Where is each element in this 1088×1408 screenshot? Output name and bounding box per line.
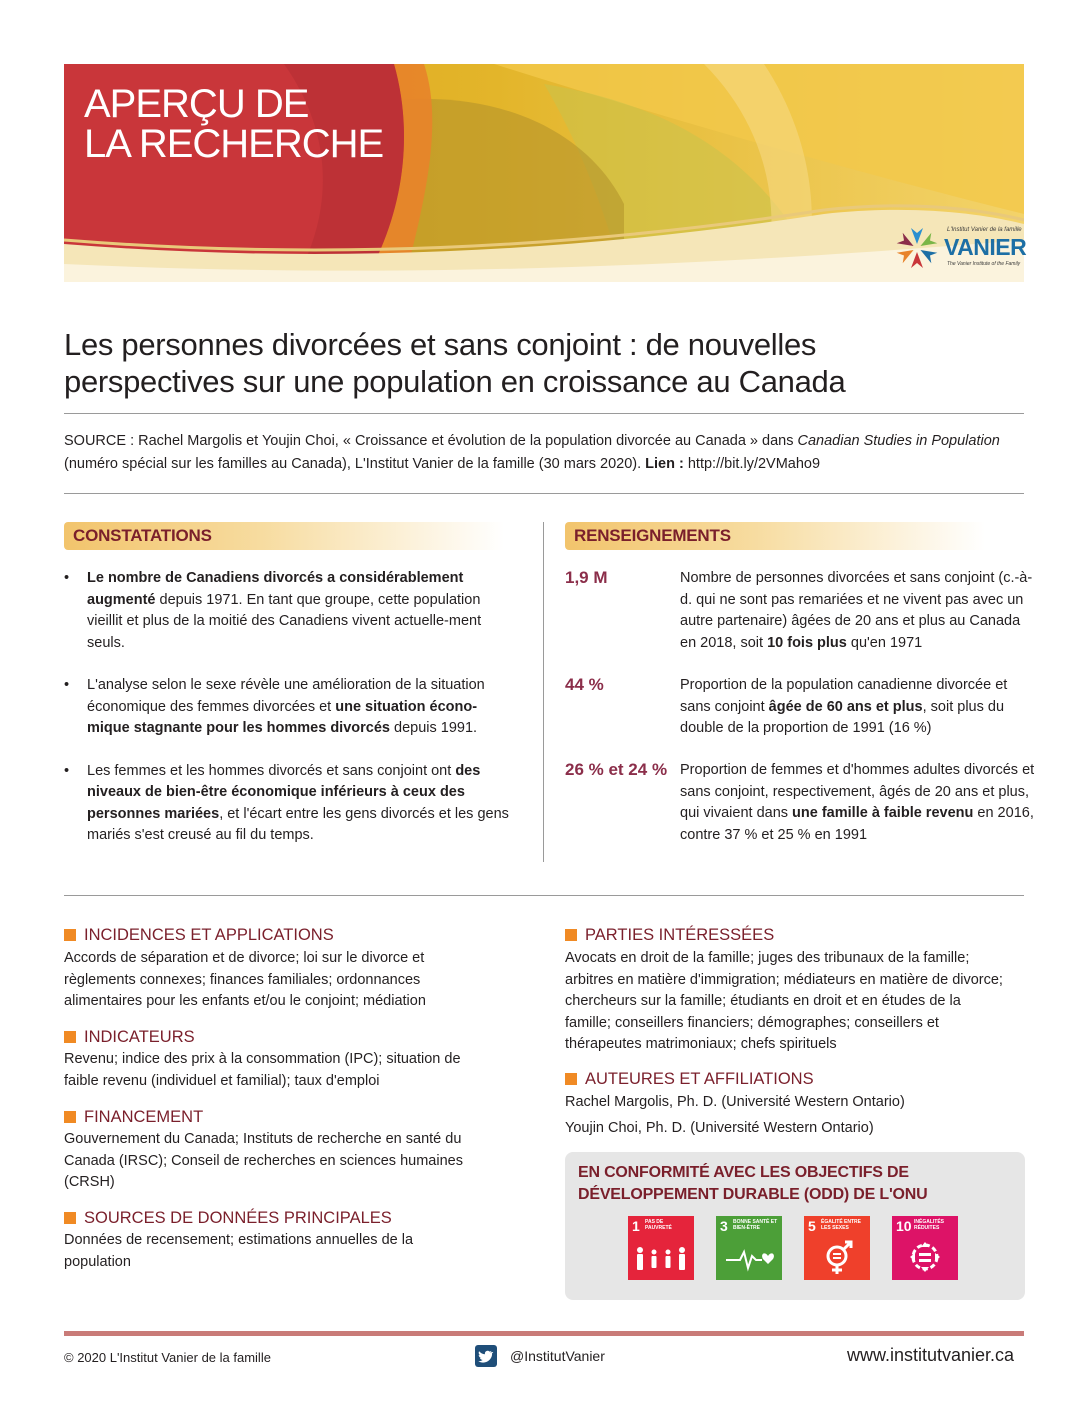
sdg-title-line2: DÉVELOPPEMENT DURABLE (ODD) DE L'ONU (578, 1186, 928, 1203)
banner-title-line1: APERÇU DE (84, 82, 309, 126)
twitter-bird-icon (475, 1345, 497, 1367)
stat-description (680, 568, 1035, 654)
bullet-square-icon (64, 1111, 76, 1123)
logo-name: VANIER (944, 234, 1027, 260)
finding-text: , et l'écart entre les gens divorcés et les gens mariés s'est creusé au fil du temps. (87, 805, 509, 843)
stat-description (680, 675, 1035, 740)
section-text-financement: Gouvernement du Canada; Instituts de recherche en santé du Canada (IRSC); Conseil de recherches en sciences humaines (CRSH) (64, 1131, 463, 1190)
banner-title (84, 84, 383, 164)
divider (64, 413, 1024, 414)
twitter-icon[interactable] (475, 1345, 497, 1367)
stat-text: qu'en 1971 (846, 634, 923, 651)
logo-institute-fr: L'Institut Vanier de la famille (947, 227, 1022, 233)
stat-emphasis: une famille à faible revenu (792, 805, 974, 821)
section-text-sources: Données de recensement; estimations annuelles de la population (64, 1232, 414, 1270)
header-banner (64, 64, 1027, 282)
sdg-label: ÉGALITÉ ENTRE LES SEXES (821, 1219, 862, 1231)
bullet-square-icon (64, 1031, 76, 1043)
stat-text: Nombre de personnes divorcées et sans conjoint (c.-à-d. qui ne sont pas remariées et ne vivent pas avec un autre partenaire) âgées de 20 ans et plus au Canada en 2018, soit (680, 570, 1033, 651)
finding-text: depuis 1991. (389, 720, 478, 736)
finding-emphasis: une situation écono-mique stagnante pour les hommes divorcés (87, 698, 478, 736)
list-item (64, 761, 514, 847)
sdg-goal-3 (716, 1216, 782, 1280)
sdg-title-line1: EN CONFORMITÉ AVEC LES OBJECTIFS DE (578, 1164, 909, 1181)
section-heading-parties (565, 926, 774, 945)
section-heading-renseignements: RENSEIGNEMENTS (565, 522, 985, 550)
stat-value: 44 % (565, 675, 604, 694)
source-citation (64, 430, 1024, 476)
finding-text: depuis 1971. En tant que groupe, cette population vieillit et plus de la moitié des Canadiens vivent actuelle-ment seuls. (87, 591, 482, 651)
sdg-number: 10 (896, 1218, 912, 1234)
section-heading-label: INCIDENCES ET APPLICATIONS (84, 926, 334, 944)
sdg-label: INÉGALITÉS RÉDUITES (914, 1219, 945, 1231)
section-heading-incidences (64, 926, 334, 945)
section-text-incidences: Accords de séparation et de divorce; loi sur le divorce et règlements connexes; finances familiales; ordonnances alimentaires pour les enfants et/ou le conjoint; médiation (64, 950, 426, 1009)
footer-bar (64, 1331, 1024, 1336)
section-heading-indicateurs (64, 1028, 195, 1047)
divider (64, 493, 1024, 494)
stat-text: en 2016, contre 37 % et 25 % en 1991 (680, 805, 1034, 843)
section-heading-label: AUTEURES ET AFFILIATIONS (585, 1070, 814, 1088)
sdg-goal-10 (892, 1216, 958, 1280)
bullet-square-icon (565, 929, 577, 941)
stat-value: 1,9 M (565, 568, 608, 587)
sdg-number: 5 (808, 1218, 816, 1234)
twitter-handle[interactable]: @InstitutVanier (510, 1348, 605, 1364)
source-link[interactable]: http://bit.ly/2VMaho9 (683, 456, 821, 472)
finding-emphasis: Le nombre de Canadiens divorcés a considérablement augmenté (87, 570, 464, 608)
sdg-goal-1 (628, 1216, 694, 1280)
sdg-label: PAS DE PAUVRETÉ (645, 1219, 672, 1231)
column-divider (543, 522, 544, 862)
section-heading-label: INDICATEURS (84, 1028, 195, 1046)
section-text-parties: Avocats en droit de la famille; juges des tribunaux de la famille; arbitres en matière d'immigration; médiateurs en matière de divorce; chercheurs sur la famille; étudiants en droit et en études de la famille; conseillers financiers; démographes; conseillers et thérapeutes matrimoniaux; chefs spirituels (565, 950, 1003, 1052)
list-item (64, 568, 514, 654)
stat-description (680, 760, 1035, 846)
vanier-logo (893, 224, 1033, 274)
author-1: Rachel Margolis, Ph. D. (Université Western Ontario) (565, 1094, 905, 1110)
source-link-label: Lien : (645, 456, 684, 472)
section-heading-financement (64, 1108, 203, 1127)
sdg-title (578, 1162, 928, 1206)
copyright: © 2020 L'Institut Vanier de la famille (64, 1350, 271, 1365)
stat-text: , soit plus du double de la proportion de 1991 (16 %) (680, 698, 1005, 736)
vanier-logo-mark-icon (893, 224, 941, 272)
list-item (64, 675, 514, 740)
stat-emphasis: âgée de 60 ans et plus (768, 698, 923, 715)
section-heading-auteures (565, 1070, 814, 1089)
website-url[interactable]: www.institutvanier.ca (847, 1345, 1015, 1365)
sdg-number: 1 (632, 1218, 640, 1234)
divider (64, 895, 1024, 896)
finding-text: Les femmes et les hommes divorcés et sans conjoint ont (87, 762, 456, 779)
source-journal: Canadian Studies in Population (797, 433, 1000, 449)
finding-text: L'analyse selon le sexe révèle une amélioration de la situation économique des femmes divorcées et (87, 677, 485, 715)
logo-institute-en: The Vanier Institute of the Family (947, 261, 1021, 267)
source-middle: (numéro spécial sur les familles au Canada), L'Institut Vanier de la famille (30 mars 2020). (64, 456, 646, 472)
banner-title-line2: LA RECHERCHE (84, 122, 384, 166)
bullet-square-icon (64, 1212, 76, 1224)
page-title: Les personnes divorcées et sans conjoint : de nouvelles perspectives sur une population en croissance au Canada (64, 327, 846, 399)
sdg-label: BONNE SANTÉ ET BIEN-ÊTRE (733, 1219, 778, 1231)
section-heading-label: FINANCEMENT (84, 1108, 204, 1126)
findings-list (64, 568, 514, 868)
finding-emphasis: des niveaux de bien-être économique inférieurs à ceux des personnes mariées (87, 762, 481, 822)
sdg-panel (565, 1152, 1025, 1300)
author-2: Youjin Choi, Ph. D. (Université Western Ontario) (565, 1120, 874, 1136)
section-heading-label: PARTIES INTÉRESSÉES (585, 926, 775, 944)
bullet-square-icon (64, 929, 76, 941)
section-heading-label: SOURCES DE DONNÉES PRINCIPALES (84, 1209, 392, 1227)
sdg-number: 3 (720, 1218, 728, 1234)
sdg-goal-5 (804, 1216, 870, 1280)
bullet-square-icon (565, 1073, 577, 1085)
stat-text: Proportion de la population canadienne divorcée et sans conjoint (680, 677, 1008, 715)
stat-value: 26 % et 24 % (565, 760, 668, 779)
section-heading-sources (64, 1209, 392, 1228)
stat-text: Proportion de femmes et d'hommes adultes divorcés et sans conjoint, respectivement, âgés de 20 ans et plus, qui vivaient dans (680, 762, 1035, 821)
section-heading-constatations: CONSTATATIONS (64, 522, 504, 550)
stat-emphasis: 10 fois plus (767, 634, 847, 651)
section-text-indicateurs: Revenu; indice des prix à la consommation (IPC); situation de faible revenu (individuel et familial); taux d'emploi (64, 1051, 461, 1089)
source-prefix: SOURCE : Rachel Margolis et Youjin Choi, « Croissance et évolution de la population divorcée au Canada » dans (64, 433, 798, 449)
